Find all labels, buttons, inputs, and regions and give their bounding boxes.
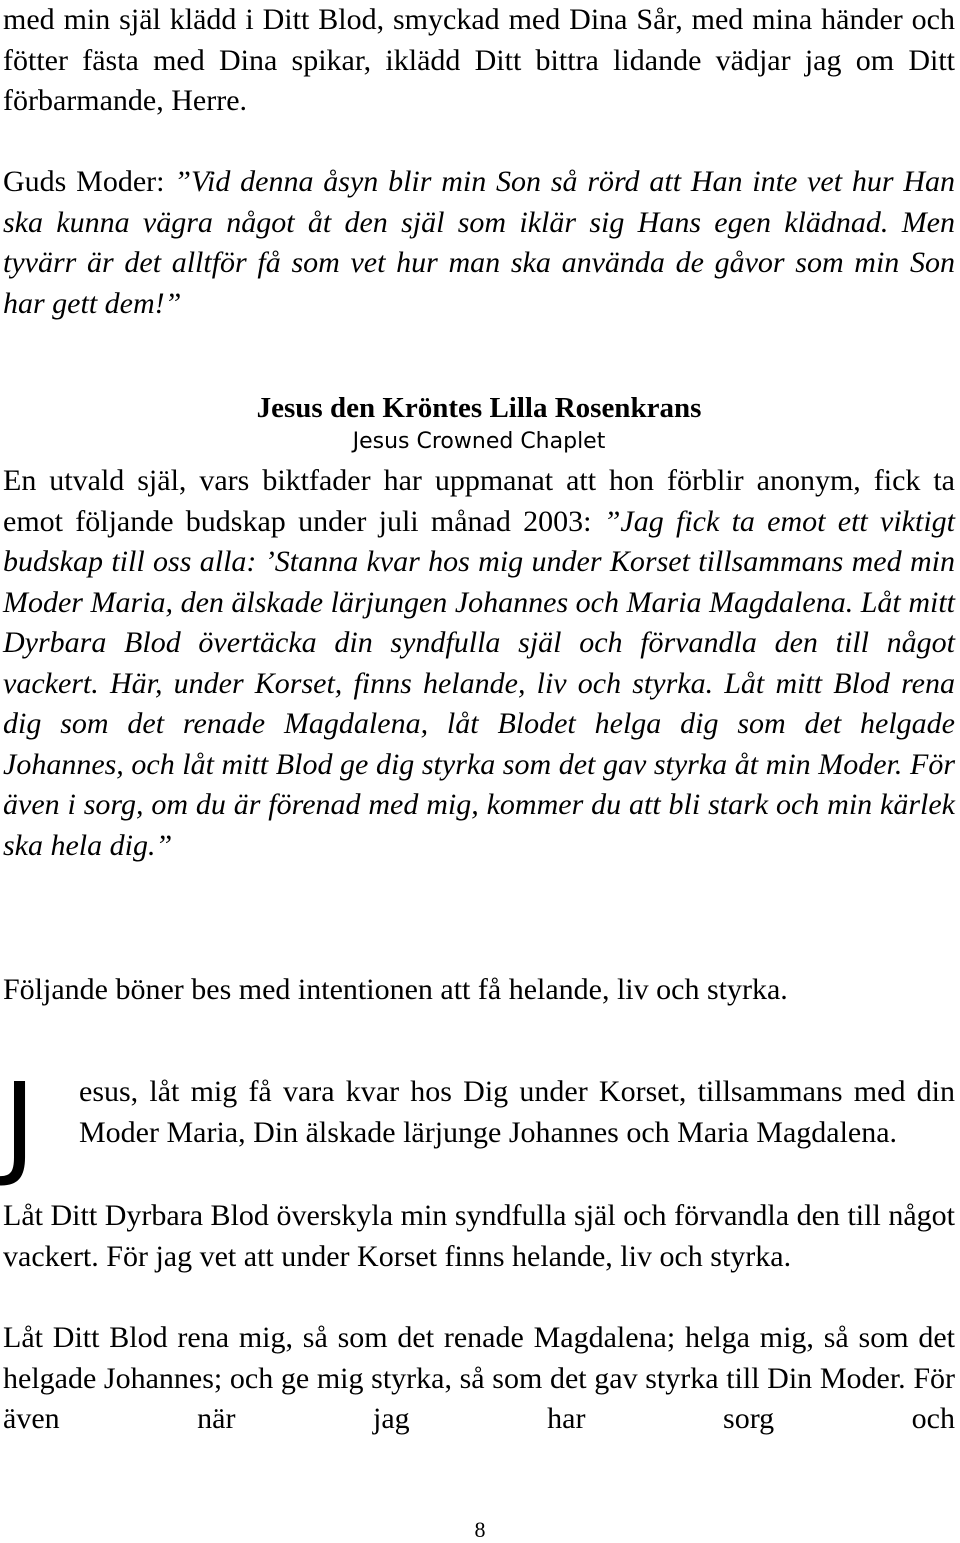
paragraph-prayer-jesus bbox=[3, 1060, 955, 1190]
message-lead: En utvald själ, vars biktfader har uppmanat att hon förblir anonym, fick ta emot följande budskap under juli månad 2003: bbox=[3, 464, 955, 538]
section-heading: Jesus den Kröntes Lilla Rosenkrans bbox=[256, 392, 702, 424]
paragraph-message bbox=[3, 461, 955, 866]
page-number: 8 bbox=[474, 1517, 486, 1542]
paragraph-mother-of-god bbox=[3, 162, 955, 324]
speaker-label: Guds Moder: bbox=[3, 165, 175, 198]
quote-text: ”Vid denna åsyn blir min Son så rörd att Han inte vet hur Han ska kunna vägra något åt den själ som iklär sig Hans egen klädnad. Men tyvärr är det alltför få som vet hur man ska använda de gåvor som min Son har gett dem!” bbox=[3, 165, 955, 320]
section-subheading: Jesus Crowned Chaplet bbox=[352, 429, 606, 454]
paragraph-prayer-blood: Låt Ditt Dyrbara Blod överskyla min syndfulla själ och förvandla den till något vackert. För jag vet att under Korset finns helande, liv och styrka. bbox=[3, 1199, 955, 1273]
drop-cap: J bbox=[3, 1060, 37, 1190]
message-quote: ”Jag fick ta emot ett viktigt budskap till oss alla: ’Stanna kvar hos mig under Korset tillsammans med min Moder Maria, den älskade lärjungen Johannes och Maria Magdalena. Låt mitt Dyrbara Blod övertäcka din syndfulla själ och förvandla den till något vackert. Här, under Korset, finns helande, liv och styrka. Låt mitt Blod rena dig som det renade Magdalena, låt Blodet helga dig som det helgade Johannes, och låt mitt Blod ge dig styrka som det gav styrka åt min Moder. För även i sorg, om du är förenad med mig, kommer du att bli stark och min kärlek ska hela dig.” bbox=[3, 504, 955, 862]
paragraph-intention: Följande böner bes med intentionen att få helande, liv och styrka. bbox=[3, 973, 788, 1006]
prayer-text: esus, låt mig få vara kvar hos Dig under Korset, tillsammans med din Moder Maria, Din älskade lärjunge Johannes och Maria Magdalena. bbox=[79, 1075, 955, 1149]
paragraph-prayer-cleanse: Låt Ditt Blod rena mig, så som det renade Magdalena; helga mig, så som det helgade Johannes; och ge mig styrka, så som det gav styrka till Din Moder. För även när jag har sorg och bbox=[3, 1321, 955, 1435]
paragraph-prayer-intro: med min själ klädd i Ditt Blod, smyckad med Dina Sår, med mina händer och fötter fästa med Dina spikar, iklädd Ditt bittra lidande vädjar jag om Ditt förbarmande, Herre. bbox=[3, 3, 955, 117]
